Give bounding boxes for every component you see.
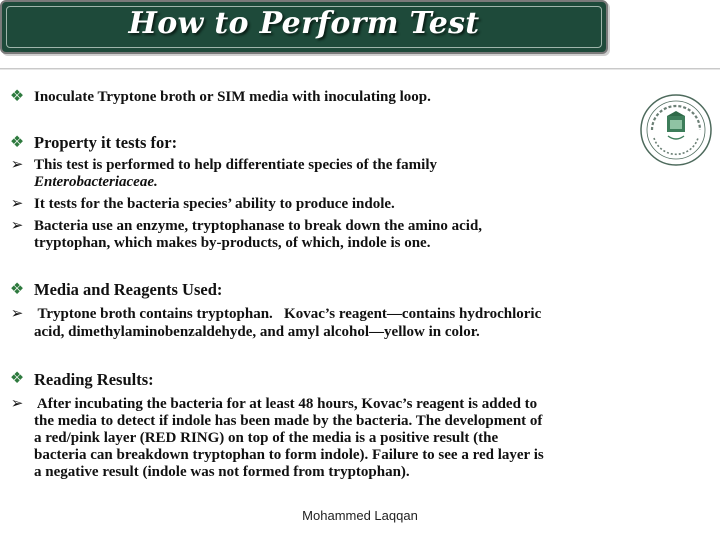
reading-heading: Reading Results:: [34, 370, 154, 389]
university-seal-logo: [638, 92, 714, 168]
reading-line-4: bacteria can breakdown tryptophan to form indole). Failure to see a red layer is: [34, 447, 544, 463]
reading-line-1: After incubating the bacteria for at least 48 hours, Kovac’s reagent is added to: [34, 396, 538, 412]
property-heading: Property it tests for:: [34, 133, 178, 152]
diamond-bullet-icon: ❖: [9, 88, 25, 105]
arrow-bullet-icon: ➢: [10, 157, 24, 173]
media-line-2: acid, dimethylaminobenzaldehyde, and amyl alcohol—yellow in color.: [34, 324, 480, 340]
media-line-1: Tryptone broth contains tryptophan. Kovac’s reagent—contains hydrochloric: [34, 306, 542, 322]
author-footer: Mohammed Laqqan: [302, 508, 418, 523]
inoculate-text: Inoculate Tryptone broth or SIM media with inoculating loop.: [34, 89, 431, 105]
reading-line-2: the media to detect if indole has been made by the bacteria. The development of: [34, 413, 543, 429]
title-divider: [0, 68, 720, 70]
title-banner: [0, 0, 608, 54]
diamond-bullet-icon: ❖: [9, 281, 25, 298]
property-item-3: Bacteria use an enzyme, tryptophanase to break down the amino acid,: [34, 218, 483, 234]
property-item-1-cont: Enterobacteriaceae.: [34, 174, 158, 190]
property-item-2: It tests for the bacteria species’ ability to produce indole.: [34, 196, 395, 212]
reading-line-5: a negative result (indole was not formed from tryptophan).: [34, 464, 410, 480]
property-item-3-cont: tryptophan, which makes by-products, of which, indole is one.: [34, 235, 431, 251]
reading-line-3: a red/pink layer (RED RING) on top of the media is a positive result (the: [34, 430, 499, 446]
media-heading: Media and Reagents Used:: [34, 280, 223, 299]
property-item-1: This test is performed to help differentiate species of the family: [34, 157, 437, 173]
arrow-bullet-icon: ➢: [10, 196, 24, 212]
arrow-bullet-icon: ➢: [10, 306, 24, 322]
diamond-bullet-icon: ❖: [9, 370, 25, 387]
diamond-bullet-icon: ❖: [9, 134, 25, 151]
arrow-bullet-icon: ➢: [10, 218, 24, 234]
slide-title: How to Perform Test: [128, 6, 480, 41]
arrow-bullet-icon: ➢: [10, 396, 24, 412]
